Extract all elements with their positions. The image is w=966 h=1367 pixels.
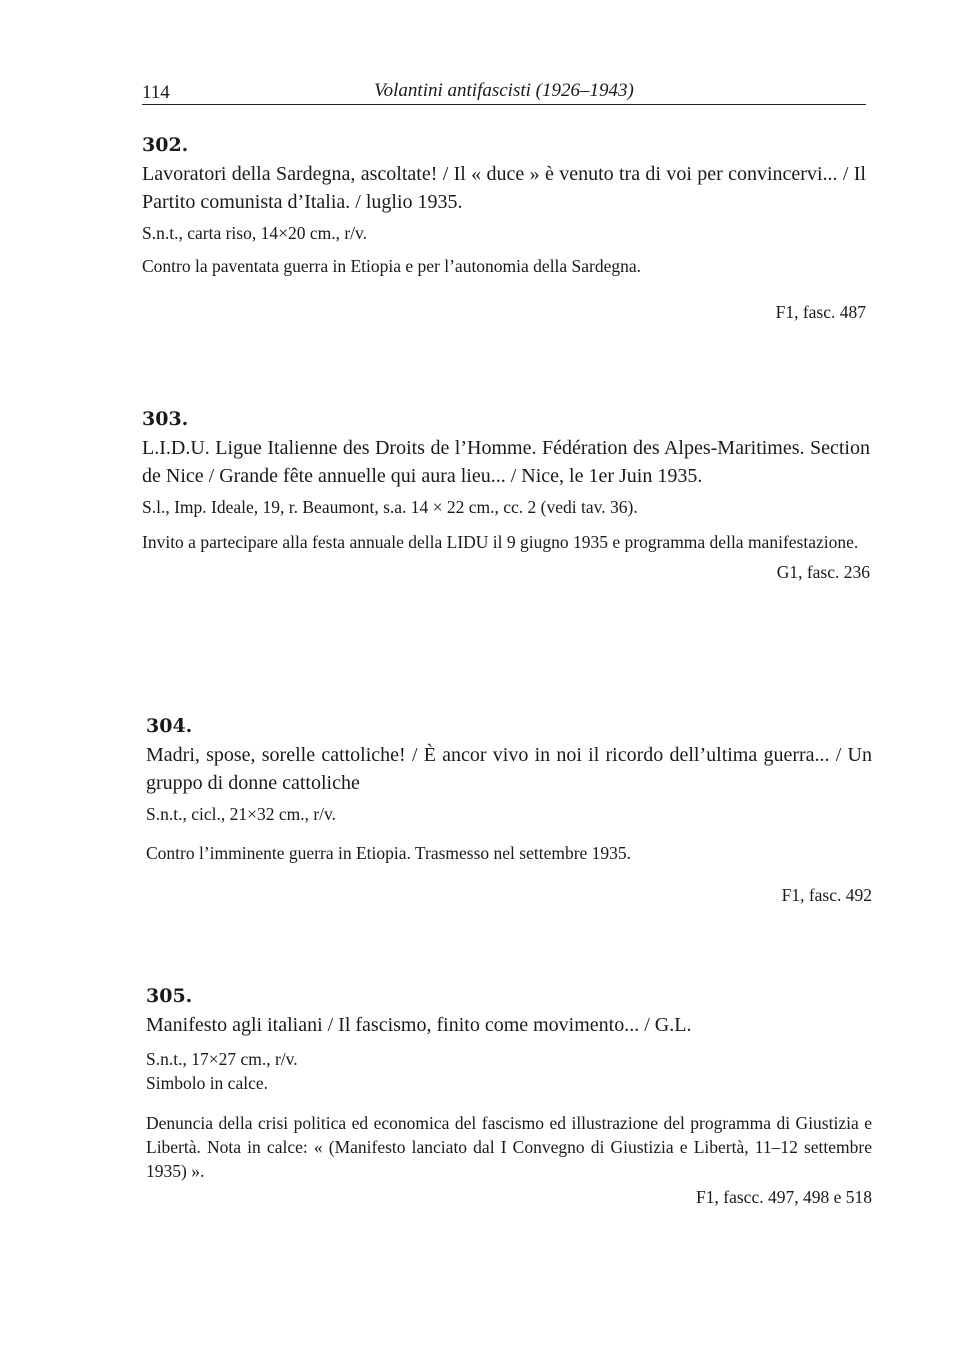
entry-meta: S.n.t., 17×27 cm., r/v. bbox=[146, 1049, 298, 1069]
entry-description: Contro l’imminente guerra in Etiopia. Trasmesso nel settembre 1935. bbox=[146, 843, 632, 863]
entry-meta: S.l., Imp. Ideale, 19, r. Beaumont, s.a. 14 × 22 cm., cc. 2 (vedi tav. 36). bbox=[142, 497, 638, 517]
entry-description: Contro la paventata guerra in Etiopia e per l’autonomia della Sardegna. bbox=[142, 256, 642, 276]
entry-reference: F1, fascc. 497, 498 e 518 bbox=[696, 1187, 872, 1207]
entry-reference: F1, fasc. 492 bbox=[781, 885, 872, 905]
entry-number: 303. bbox=[142, 408, 189, 430]
running-title: Volantini antifascisti (1926–1943) bbox=[374, 80, 634, 101]
entry-description: Denuncia della crisi politica ed economica del fascismo ed illustrazione del programma di Giustizia e Libertà. Nota in calce: « (Manifesto lanciato dal I Convegno di Giustizia e Libertà, 11–12 settembre 1935) ». bbox=[146, 1113, 872, 1181]
entry-reference: G1, fasc. 236 bbox=[776, 562, 870, 582]
entry-title: Madri, spose, sorelle cattoliche! / È ancor vivo in noi il ricordo dell’ultima guerra... / Un gruppo di donne cattoliche bbox=[146, 744, 872, 794]
catalog-entry-305 bbox=[146, 985, 872, 1208]
catalog-entry-302 bbox=[142, 134, 866, 323]
entry-number: 305. bbox=[146, 985, 193, 1007]
page-header bbox=[142, 78, 866, 105]
entry-description: Invito a partecipare alla festa annuale della LIDU il 9 giugno 1935 e programma della manifestazione. bbox=[142, 532, 859, 552]
entry-number: 304. bbox=[146, 715, 193, 737]
entry-reference: F1, fasc. 487 bbox=[775, 302, 866, 322]
entry-title: Manifesto agli italiani / Il fascismo, finito come movimento... / G.L. bbox=[146, 1014, 692, 1036]
entry-meta: S.n.t., carta riso, 14×20 cm., r/v. bbox=[142, 223, 368, 243]
entry-meta-note: Simbolo in calce. bbox=[146, 1073, 268, 1093]
page-number: 114 bbox=[142, 82, 170, 103]
entry-title: L.I.D.U. Ligue Italienne des Droits de l’Homme. Fédération des Alpes-Maritimes. Section de Nice / Grande fête annuelle qui aura lieu... / Nice, le 1er Juin 1935. bbox=[142, 437, 870, 487]
entry-meta: S.n.t., cicl., 21×32 cm., r/v. bbox=[146, 804, 337, 824]
entry-number: 302. bbox=[142, 134, 189, 156]
entry-title: Lavoratori della Sardegna, ascoltate! / Il « duce » è venuto tra di voi per convincervi... / Il Partito comunista d’Italia. / luglio 1935. bbox=[142, 163, 866, 213]
catalog-entry-304 bbox=[146, 715, 872, 906]
catalog-entry-303 bbox=[142, 408, 870, 583]
